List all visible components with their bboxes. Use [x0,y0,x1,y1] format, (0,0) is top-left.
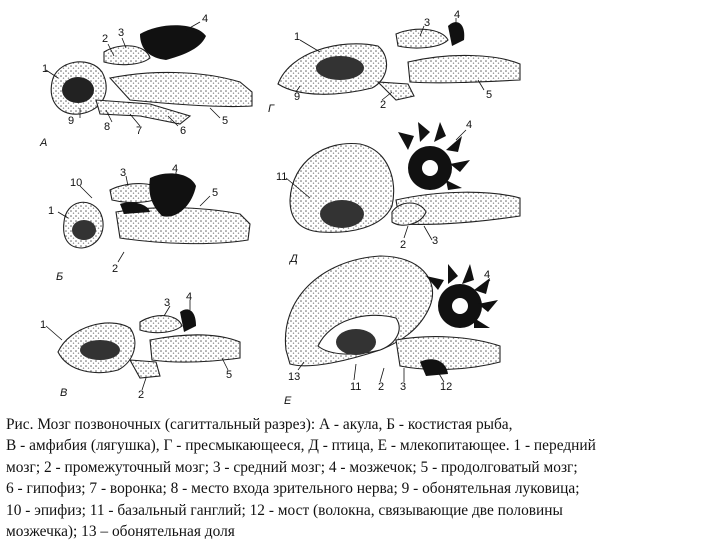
panel-a-label-1: 1 [42,63,49,75]
panel-e-medulla [396,337,500,370]
caption-line: мозг; 2 - промежуточный мозг; 3 - средний мозг; 4 - мозжечок; 5 - продолговатый мозг; [6,458,578,476]
panel-g-lower-tract [378,82,414,100]
panel-d-forebrain-core [320,200,364,228]
panel-g-label-4: 4 [454,9,461,21]
panel-v-label-5: 5 [226,369,233,381]
panel-g-forebrain-core [316,56,364,80]
panel-d-label-4: 4 [466,119,473,131]
panel-a-shark [39,13,252,149]
panel-e-letter: Е [284,395,292,407]
caption-line: мозжечка); 13 – обонятельная доля [6,523,235,541]
panel-g-label-2: 2 [380,99,387,111]
panel-a-label-3: 3 [118,27,125,39]
panel-v-forebrain-core [80,340,120,360]
panel-d-letter: Д [290,253,298,265]
panel-e-label-12: 12 [440,381,453,393]
panel-a-letter: А [40,137,48,149]
panel-a-cerebellum [140,25,206,60]
caption-line: 6 - гипофиз; 7 - воронка; 8 - место входа зрительного нерва; 9 - обонятельная луковица; [6,480,580,498]
panel-g-medulla [408,55,520,82]
figure-caption [6,414,712,542]
panel-v-lower-tract [130,360,160,378]
panel-d-cerebellum [398,122,470,190]
panel-d-label-11: 11 [276,171,288,183]
panel-v-label-4: 4 [186,291,193,303]
panel-e-mammal [284,256,500,407]
panel-b-medulla [116,208,250,244]
panel-v-midbrain [140,316,182,333]
panel-v-label-3: 3 [164,297,171,309]
panel-v-letter: В [60,387,68,399]
panel-d-label-2: 2 [400,239,407,251]
panel-e-label-11: 11 [350,381,362,393]
panel-a-midbrain [104,46,150,65]
panel-d-label-3: 3 [432,235,439,247]
panel-g-label-1: 1 [294,31,301,43]
panel-a-medulla [110,72,252,106]
panel-d-bird [276,119,520,265]
panel-g-label-9: 9 [294,91,301,103]
panel-v-label-2: 2 [138,389,145,401]
panel-v-medulla [150,335,240,362]
panel-b-label-4: 4 [172,163,179,175]
panel-v-amphibian [40,291,240,401]
panel-b-letter: Б [56,271,64,283]
panel-g-label-3: 3 [424,17,431,29]
panel-a-label-4: 4 [202,13,209,25]
panel-e-label-13: 13 [288,371,301,383]
caption-line: В - амфибия (лягушка), Г - пресмыкающееся, Д - птица, Е - млекопитающее. 1 - передний [6,437,596,455]
panel-b-label-2: 2 [112,263,119,275]
panel-e-label-3: 3 [400,381,407,393]
panel-b-fish [48,163,250,283]
panel-b-forebrain-core [72,220,96,240]
panel-b-label-10: 10 [70,177,83,189]
panel-e-label-4: 4 [484,269,491,281]
caption-line: Рис. Мозг позвоночных (сагиттальный разрез): А - акула, Б - костистая рыба, [6,416,513,433]
panel-a-label-8: 8 [104,121,111,133]
panel-a-label-9: 9 [68,115,75,127]
panel-a-label-2: 2 [102,33,109,45]
panel-a-label-6: 6 [180,125,187,137]
panel-g-reptile [268,9,520,115]
panel-a-forebrain-core [62,77,94,103]
panel-b-label-5: 5 [212,187,219,199]
panel-e-basal-ganglion [336,329,376,355]
panel-g-label-5: 5 [486,89,493,101]
panel-v-label-1: 1 [40,319,47,331]
panel-a-label-7: 7 [136,125,143,137]
panel-g-letter: Г [268,103,274,115]
panel-b-label-1: 1 [48,205,55,217]
panel-a-label-5: 5 [222,115,229,127]
panel-b-cerebellum-lower [120,202,150,214]
panel-v-cerebellum [180,309,196,332]
panel-e-cerebellum-core [452,298,468,314]
panel-e-label-2: 2 [378,381,385,393]
panel-d-cerebellum-core [422,160,438,176]
caption-line: 10 - эпифиз; 11 - базальный ганглий; 12 - мост (волокна, связывающие две половины [6,501,563,519]
panel-b-label-3: 3 [120,167,127,179]
